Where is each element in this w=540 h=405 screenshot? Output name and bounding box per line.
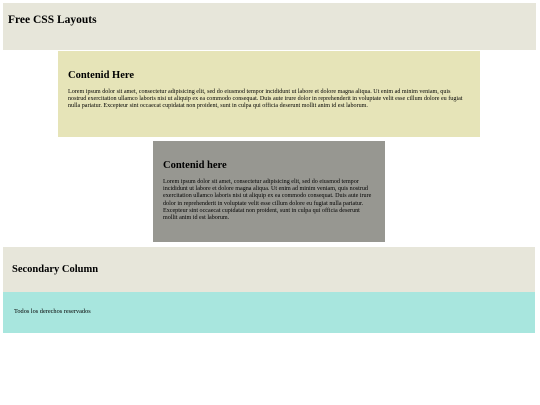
secondary-content-text: Lorem ipsum dolor sit amet, consectetur adipisicing elit, sed do eiusmod tempor incididunt ut labore et dolore magna aliqua. Ut enim ad minim veniam, quis nostrud exercitation ullamco laboris nisi ut aliquip ex ea commodo consequat. Duis aute irure dolor in reprehenderit in voluptate velit esse cillum dolore eu fugiat nulla pariatur. Excepteur sint occaecat cupidatat non proident, sunt in culpa qui officia deserunt mollit anim id est laborum. [163,179,372,222]
secondary-content-box [153,141,385,242]
site-title: Free CSS Layouts [8,14,97,26]
secondary-column-heading: Secondary Column [12,264,99,275]
secondary-content-heading: Contenid here [163,160,227,171]
main-content-heading: Contenid Here [68,70,135,81]
main-content-box [58,51,480,137]
footer-text: Todos los derechos reservados [14,308,91,315]
page-footer [3,292,535,333]
main-content-text: Lorem ipsum dolor sit amet, consectetur adipisicing elit, sed do eiusmod tempor incididunt ut labore et dolore magna aliqua. Ut enim ad minim veniam, quis nostrud exercitation ullamco laboris nisi ut aliquip ex ea commodo consequat. Duis aute irure dolor in reprehenderit in voluptate velit esse cillum dolore eu fugiat nulla pariatur. Excepteur sint occaecat cupidatat non proident, sunt in culpa qui officia deserunt mollit anim id est laborum. [68,89,463,110]
secondary-column [3,247,535,292]
page-header [3,3,536,50]
